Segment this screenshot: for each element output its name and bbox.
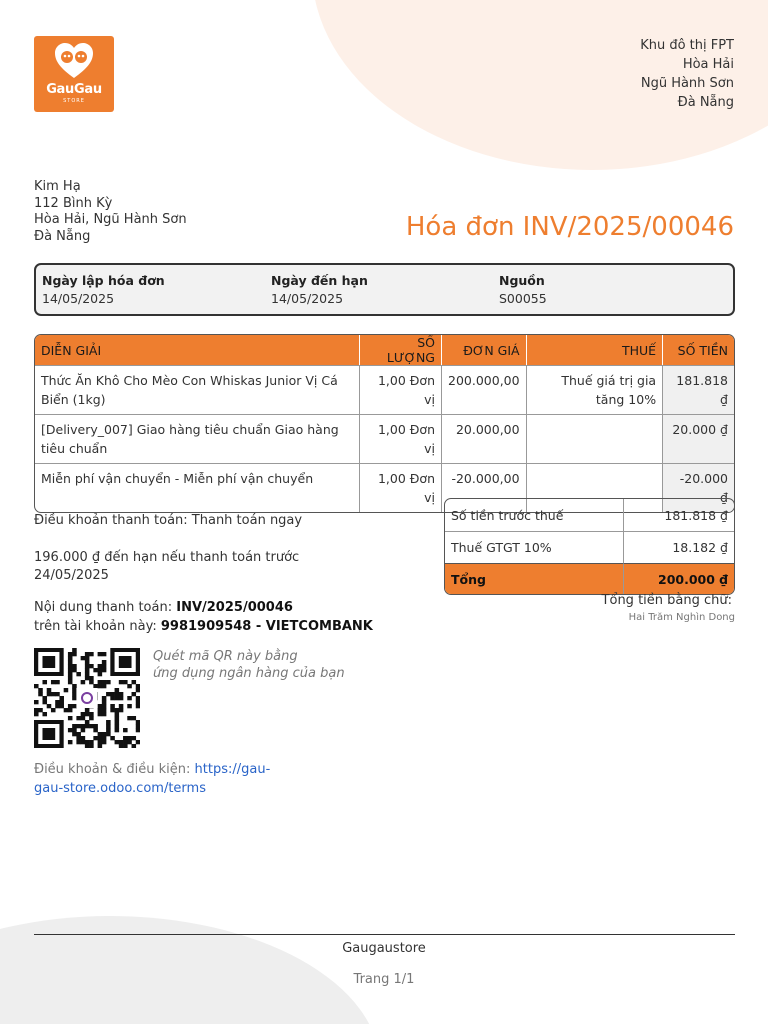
company-logo (34, 36, 114, 112)
col-tax: THUẾ (526, 335, 663, 365)
line-tax: Thuế giá trị gia tăng 10% (526, 365, 663, 414)
payment-reference-label: Nội dung thanh toán: (34, 600, 173, 615)
payment-qr-code (34, 648, 140, 748)
vat-amount: 18.182 ₫ (623, 531, 734, 563)
col-quantity: SỐ LƯỢNG (359, 335, 441, 365)
invoice-date-block (42, 272, 165, 308)
col-description: DIỄN GIẢI (35, 335, 359, 365)
line-amount: 20.000 ₫ (662, 414, 734, 463)
line-unit-price: 200.000,00 (441, 365, 526, 414)
invoice-title: Hóa đơn INV/2025/00046 (405, 212, 734, 242)
source-label: Nguồn (499, 273, 545, 288)
payment-account-label: trên tài khoản này: (34, 619, 157, 634)
table-header-row (35, 335, 734, 365)
table-row (35, 414, 734, 463)
table-row (35, 365, 734, 414)
due-date: 14/05/2025 (271, 291, 344, 306)
logo-brand: GauGau (46, 82, 102, 97)
payment-terms: Điều khoản thanh toán: Thanh toán ngay (34, 513, 303, 528)
total-amount: 200.000 ₫ (623, 563, 734, 594)
qr-hint (153, 648, 345, 682)
customer-district: Hòa Hải, Ngũ Hành Sơn (34, 212, 187, 227)
invoice-lines-table (34, 334, 735, 513)
totals-row-untaxed (445, 499, 734, 531)
terms-label: Điều khoản & điều kiện: (34, 762, 191, 777)
footer-company: Gaugaustore (342, 941, 426, 956)
qr-hint-line: ứng dụng ngân hàng của bạn (153, 666, 345, 681)
terms-and-conditions (34, 760, 294, 798)
untaxed-label: Số tiền trước thuế (451, 507, 564, 523)
customer-street: 112 Bình Kỳ (34, 195, 113, 211)
source-value: S00055 (499, 291, 547, 306)
line-unit-price: -20.000,00 (441, 463, 526, 512)
totals-table (444, 498, 735, 595)
qr-hint-line: Quét mã QR này bằng (153, 649, 298, 664)
due-date-label: Ngày đến hạn (271, 273, 368, 288)
source-block (499, 272, 547, 308)
line-description: Miễn phí vận chuyển - Miễn phí vận chuyển (35, 463, 359, 512)
logo-subtitle: STORE (63, 98, 85, 104)
company-address (640, 36, 734, 112)
line-amount: 181.818 ₫ (662, 365, 734, 414)
due-date-block (271, 272, 368, 308)
footer-divider (34, 934, 735, 935)
total-label: Tổng (445, 563, 623, 594)
line-quantity: 1,00 Đơn vị (359, 414, 441, 463)
customer-city: Đà Nẵng (34, 228, 91, 244)
line-amount: -20.000 ₫ (662, 463, 734, 512)
amount-in-words: Hai Trăm Nghìn Dong (628, 612, 735, 623)
payment-reference: INV/2025/00046 (176, 600, 293, 615)
col-amount: SỐ TIỀN (662, 335, 734, 365)
line-quantity: 1,00 Đơn vị (359, 365, 441, 414)
amount-in-words-label: Tổng tiền bằng chữ: (601, 593, 732, 608)
invoice-date: 14/05/2025 (42, 291, 115, 306)
decorative-blob-bottom (0, 916, 380, 1024)
terms-link[interactable]: https://gau-gau-store.odoo.com/terms (34, 762, 271, 796)
line-quantity: 1,00 Đơn vị (359, 463, 441, 512)
pet-heart-icon (54, 42, 94, 80)
totals-row-vat (445, 531, 734, 563)
company-address-line: Đà Nẵng (677, 95, 734, 110)
line-description: [Delivery_007] Giao hàng tiêu chuẩn Giao hàng tiêu chuẩn (35, 414, 359, 463)
line-description: Thức Ăn Khô Cho Mèo Con Whiskas Junior Vị Cá Biển (1kg) (35, 365, 359, 414)
company-address-line: Khu đô thị FPT (640, 38, 734, 53)
vat-label: Thuế GTGT 10% (445, 531, 623, 563)
footer-page-number: Trang 1/1 (353, 972, 415, 987)
payment-info (34, 598, 373, 636)
line-unit-price: 20.000,00 (441, 414, 526, 463)
company-address-line: Ngũ Hành Sơn (640, 76, 734, 91)
invoice-date-label: Ngày lập hóa đơn (42, 273, 165, 288)
customer-name: Kim Hạ (34, 179, 81, 194)
untaxed-amount: 181.818 ₫ (623, 499, 734, 531)
customer-address (34, 179, 187, 245)
col-unit-price: ĐƠN GIÁ (441, 335, 526, 365)
company-address-line: Hòa Hải (682, 57, 734, 72)
payment-account: 9981909548 - VIETCOMBANK (160, 619, 373, 634)
invoice-info-box (34, 263, 735, 316)
due-note: 196.000 ₫ đến hạn nếu thanh toán trước 24/05/2025 (34, 550, 300, 583)
totals-row-grand (445, 563, 734, 594)
line-tax (526, 414, 663, 463)
